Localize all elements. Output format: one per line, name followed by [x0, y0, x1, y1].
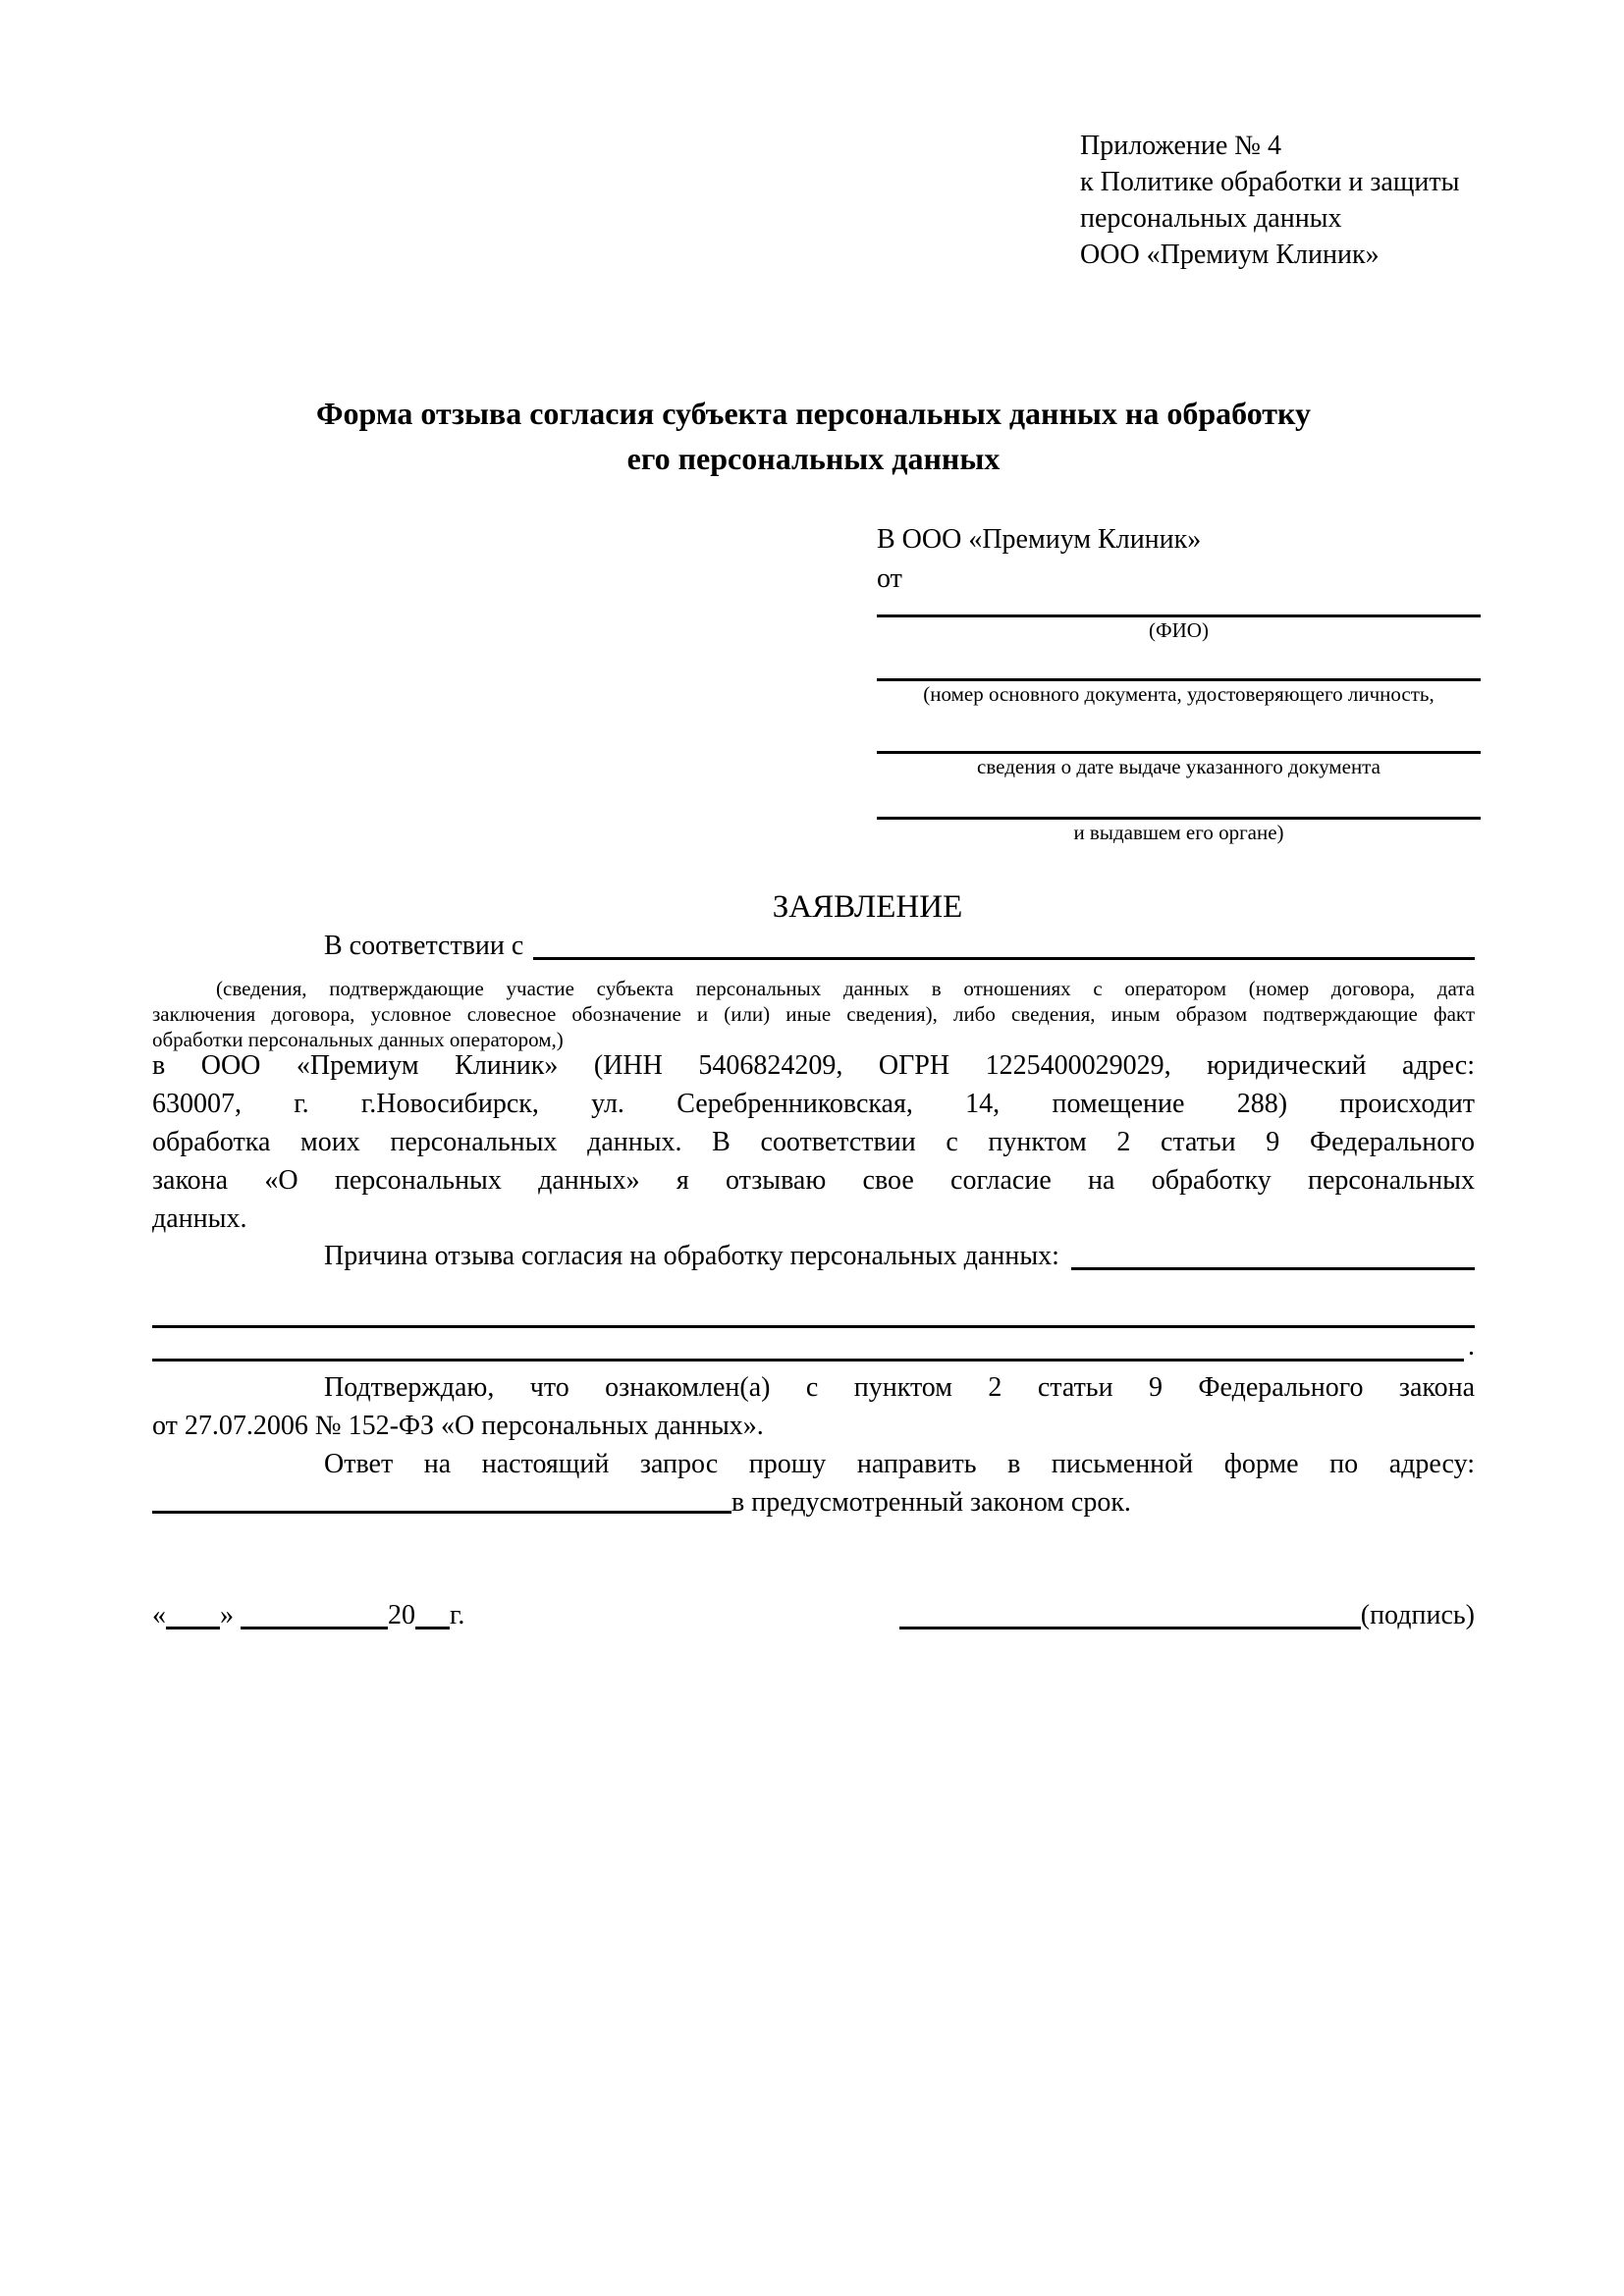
fine-print-line: обработки персональных данных оператором,): [152, 1028, 564, 1051]
issuing-authority-caption: и выдавшем его органе): [1073, 821, 1284, 844]
fine-print-line: (сведения, подтверждающие участие субъекта персональных данных в отношениях с оператором (номер договора, дата: [216, 977, 1475, 1000]
addressee-from-label: от: [877, 563, 902, 594]
issuing-authority-blank-line: [877, 779, 1481, 820]
reason-extra-blank-line-2-row: [152, 1325, 1475, 1362]
appendix-line: Приложение № 4: [1080, 131, 1281, 161]
statement-heading: ЗАЯВЛЕНИЕ: [772, 889, 963, 925]
issue-date-caption: сведения о дате выдаче указанного документа: [977, 755, 1380, 778]
operator-paragraph-line: закона «О персональных данных» я отзываю свое согласие на обработку персональных: [152, 1165, 1475, 1196]
addressee-organization: В ООО «Премиум Клиник»: [877, 524, 1202, 555]
appendix-line: к Политике обработки и защиты: [1080, 167, 1460, 197]
in-accordance-label: В соответствии с: [324, 931, 524, 961]
fio-caption: (ФИО): [1149, 618, 1209, 642]
reason-label: Причина отзыва согласия на обработку персональных данных:: [324, 1241, 1059, 1271]
fio-blank-line: [877, 599, 1481, 617]
date-group: [152, 1596, 464, 1634]
year-suffix: г.: [450, 1600, 465, 1630]
operator-paragraph-line: данных.: [152, 1203, 247, 1234]
operator-paragraph: [152, 1046, 1475, 1238]
addressee-block: [877, 520, 1481, 845]
form-title-line: Форма отзыва согласия субъекта персональных данных на обработку: [316, 396, 1311, 431]
confirm-paragraph: [152, 1368, 1475, 1445]
reply-tail-text: в предусмотренный законом срок.: [731, 1487, 1131, 1518]
form-title: [152, 391, 1475, 481]
appendix-line: персональных данных: [1080, 203, 1342, 234]
year-blank: [415, 1599, 450, 1629]
reason-extra-blank-line-2: [152, 1325, 1464, 1362]
quote-close: »: [220, 1600, 234, 1630]
reason-extra-blank-line-1: [152, 1281, 1475, 1328]
date-signature-row: [152, 1596, 1475, 1634]
document-number-blank-line: [877, 643, 1481, 681]
date-day-blank: [166, 1599, 220, 1629]
sentence-period: .: [1468, 1331, 1475, 1362]
operator-paragraph-line: в ООО «Премиум Клиник» (ИНН 5406824209, ОГРН 1225400029029, юридический адрес:: [152, 1050, 1475, 1081]
confirm-paragraph-line: от 27.07.2006 № 152-ФЗ «О персональных данных».: [152, 1411, 764, 1441]
year-prefix: 20: [388, 1600, 415, 1630]
in-accordance-blank-line: [533, 927, 1475, 960]
signature-group: [899, 1596, 1475, 1634]
reply-address-row: [152, 1483, 1475, 1522]
operator-paragraph-line: обработка моих персональных данных. В соответствии с пунктом 2 статьи 9 Федерального: [152, 1127, 1475, 1157]
fine-print-line: заключения договора, условное словесное обозначение и (или) иные сведения), либо сведения, иным образом подтверждающие факт: [152, 1002, 1475, 1026]
reason-blank-line: [1071, 1237, 1475, 1270]
form-title-line: его персональных данных: [626, 441, 1001, 476]
reply-address-blank-line: [152, 1483, 731, 1514]
quote-open: «: [152, 1600, 166, 1630]
appendix-block: [1080, 128, 1459, 273]
confirm-paragraph-line: Подтверждаю, что ознакомлен(а) с пунктом 2 статьи 9 Федерального закона: [324, 1372, 1475, 1403]
signature-blank-line: [899, 1599, 1361, 1629]
appendix-line: ООО «Премиум Клиник»: [1080, 240, 1380, 270]
reason-line: [152, 1237, 1475, 1275]
in-accordance-line: [152, 927, 1475, 965]
document-number-caption: (номер основного документа, удостоверяющего личность,: [923, 682, 1435, 706]
operator-paragraph-line: 630007, г. г.Новосибирск, ул. Серебренниковская, 14, помещение 288) происходит: [152, 1089, 1475, 1119]
reply-request-line: Ответ на настоящий запрос прошу направить в письменной форме по адресу:: [324, 1449, 1475, 1479]
fine-print-note: [152, 976, 1475, 1052]
date-month-blank: [241, 1599, 388, 1629]
signature-caption: (подпись): [1360, 1600, 1475, 1630]
issue-date-blank-line: [877, 707, 1481, 754]
